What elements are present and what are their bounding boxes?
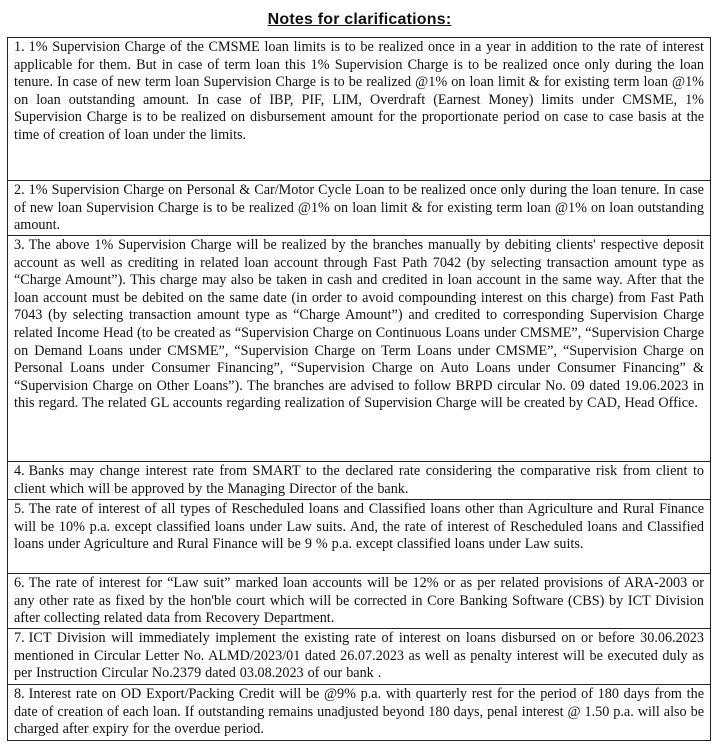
note-item-7 xyxy=(8,629,710,685)
note-text: ICT Division will immediately implement the existing rate of interest on loans disbursed on or before 30.06.2023 mentioned in Circular Letter No. ALMD/2023/01 dated 26.07.2023 as well as penalty interest will be executed duly as per Instruction Circular No.2379 dated 03.08.2023 of our bank . xyxy=(14,630,704,682)
note-item-2 xyxy=(8,181,710,236)
note-number: 1. xyxy=(14,39,25,55)
note-number: 5. xyxy=(14,501,25,517)
notes-table xyxy=(7,37,711,741)
note-text: 1% Supervision Charge on Personal & Car/Motor Cycle Loan to be realized once only during the loan tenure. In case of new loan Supervision Charge is to be realized @1% on loan limit & for existing term loan @1% on loan outstanding amount. xyxy=(14,182,704,234)
note-text: The rate of interest for “Law suit” marked loan accounts will be 12% or as per related provisions of ARA-2003 or any other rate as fixed by the hon'ble court which will be corrected in Core Banking Software (CBS) by ICT Division after collecting related data from Recovery Department. xyxy=(14,575,704,627)
note-text: The above 1% Supervision Charge will be realized by the branches manually by debiting clients' respective deposit account as well as crediting in related loan account through Fast Path 7042 (by selecting transaction amount type as “Charge Amount”). This charge may also be taken in cash and credited in loan account in the same way. After that the loan account must be debited on the same date (in order to avoid compounding interest on this charge) from Fast Path 7043 (by selecting transaction amount type as “Charge Amount”) and credited to corresponding Supervision Charge related Income Head (to be created as “Supervision Charge on Continuous Loans under CMSME”, “Supervision Charge on Demand Loans under CMSME”, “Supervision Charge on Term Loans under CMSME”, “Supervision Charge on Personal Loans under Consumer Financing”, “Supervision Charge on Auto Loans under Consumer Financing” & “Supervision Charge on Other Loans”). The branches are advised to follow BRPD circular No. 09 dated 19.06.2023 in this regard. The related GL accounts regarding realization of Supervision Charge will be created by CAD, Head Office. xyxy=(14,237,704,412)
note-text: 1% Supervision Charge of the CMSME loan limits is to be realized once in a year in addition to the rate of interest applicable for them. But in case of term loan this 1% Supervision Charge is to be realized once only during the loan tenure. In case of new term loan Supervision Charge is to be realized @1% on loan limit & for existing term loan @1% on loan outstanding amount. In case of IBP, PIF, LIM, Overdraft (Earnest Money) limits under CMSME, 1% Supervision Charge is to be realized on disbursement amount for the proportionate period on case to case basis at the time of creation of loan under the limits. xyxy=(14,39,704,143)
note-item-5 xyxy=(8,500,710,574)
note-number: 6. xyxy=(14,575,25,591)
note-number: 7. xyxy=(14,630,25,646)
note-number: 2. xyxy=(14,182,25,198)
note-item-8 xyxy=(8,685,710,740)
note-number: 3. xyxy=(14,237,25,253)
note-text: Interest rate on OD Export/Packing Credit will be @9% p.a. with quarterly rest for the period of 180 days from the date of creation of each loan. If outstanding remains unadjusted beyond 180 days, penal interest @ 1.50 p.a. will also be charged after expiry for the overdue period. xyxy=(14,686,704,738)
note-item-3 xyxy=(8,236,710,462)
note-item-4 xyxy=(8,462,710,500)
page-title: Notes for clarifications: xyxy=(267,11,452,28)
note-item-6 xyxy=(8,574,710,629)
note-number: 4. xyxy=(14,463,25,479)
note-number: 8. xyxy=(14,686,25,702)
note-text: The rate of interest of all types of Rescheduled loans and Classified loans other than Agriculture and Rural Finance will be 10% p.a. except classified loans under Law suits. And, the rate of interest of Rescheduled loans and Classified loans under Agriculture and Rural Finance will be 9 % p.a. except classified loans under Law suits. xyxy=(14,501,704,553)
note-item-1 xyxy=(8,38,710,181)
note-text: Banks may change interest rate from SMART to the declared rate considering the comparative risk from client to client which will be approved by the Managing Director of the bank. xyxy=(14,463,704,497)
